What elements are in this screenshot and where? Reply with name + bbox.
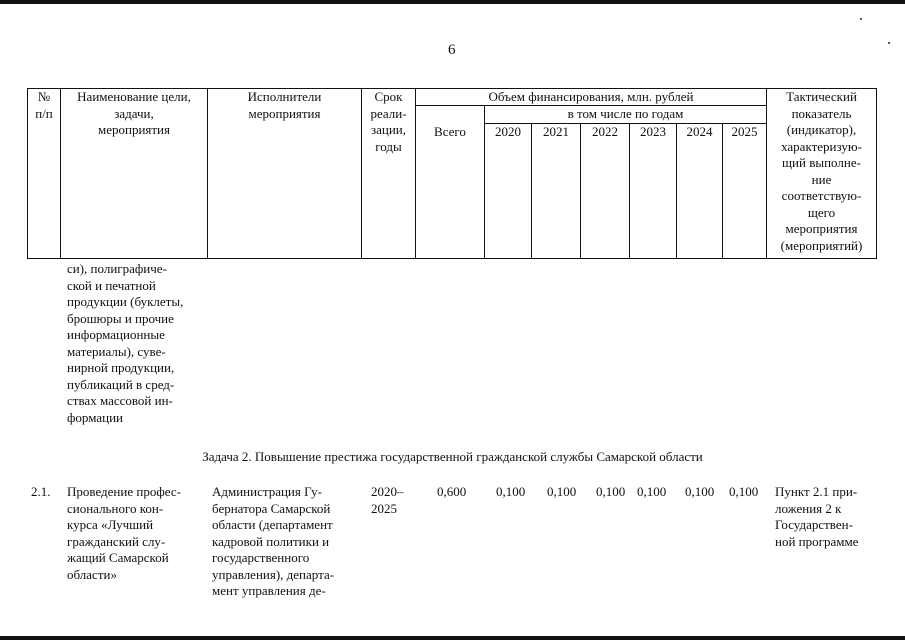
row-number: 2.1. bbox=[31, 484, 51, 499]
continued-text: си), полиграфиче- ской и печатной продукции (буклеты, брошюры и прочие информационные материалы), суве- нирной продукции, публикаций в сред- ствах массовой ин- формации bbox=[67, 261, 184, 425]
row-term: 2020– 2025 bbox=[371, 484, 404, 516]
page-number: 6 bbox=[448, 42, 456, 58]
year-header: 2020 bbox=[495, 124, 521, 139]
col-financing-header: Объем финансирования, млн. рублей bbox=[488, 89, 694, 104]
year-header: 2021 bbox=[543, 124, 569, 139]
row-name: Проведение профес- сионального кон- курса «Лучший гражданский слу- жащий Самарской области» bbox=[67, 484, 181, 582]
scan-speck bbox=[888, 42, 890, 44]
col-years-group-header: в том числе по годам bbox=[567, 106, 684, 121]
year-header: 2022 bbox=[592, 124, 618, 139]
col-name-header: Наименование цели, задачи, мероприятия bbox=[77, 89, 191, 137]
top-border bbox=[0, 0, 905, 4]
row-executors: Администрация Гу- бернатора Самарской области (департамент кадровой политики и государственного управления), департа- мент управления де- bbox=[212, 484, 335, 598]
row-value: 0,100 bbox=[729, 484, 759, 499]
row-value: 0,100 bbox=[496, 484, 526, 499]
col-num-header: № п/п bbox=[35, 89, 53, 121]
row-indicator: Пункт 2.1 при- ложения 2 к Государствен- ной программе bbox=[775, 484, 859, 549]
year-header: 2024 bbox=[686, 124, 713, 139]
task-caption: Задача 2. Повышение престижа государственной гражданской службы Самарской области bbox=[202, 449, 703, 464]
row-total: 0,600 bbox=[437, 484, 467, 499]
col-executors-header: Исполнители мероприятия bbox=[247, 89, 322, 121]
col-term-header: Срок реали- зации, годы bbox=[370, 89, 407, 154]
bottom-border bbox=[0, 636, 905, 640]
row-value: 0,100 bbox=[547, 484, 577, 499]
row-value: 0,100 bbox=[596, 484, 626, 499]
col-total-header: Всего bbox=[434, 124, 466, 139]
row-value: 0,100 bbox=[637, 484, 667, 499]
row-value: 0,100 bbox=[685, 484, 715, 499]
year-header: 2025 bbox=[731, 124, 758, 139]
table-header bbox=[27, 88, 877, 259]
col-indicator-header: Тактический показатель (индикатор), характеризую- щий выполне- ние соответствую- щего мероприятия (мероприятий) bbox=[780, 89, 863, 253]
scan-speck bbox=[860, 18, 862, 20]
year-header: 2023 bbox=[640, 124, 666, 139]
